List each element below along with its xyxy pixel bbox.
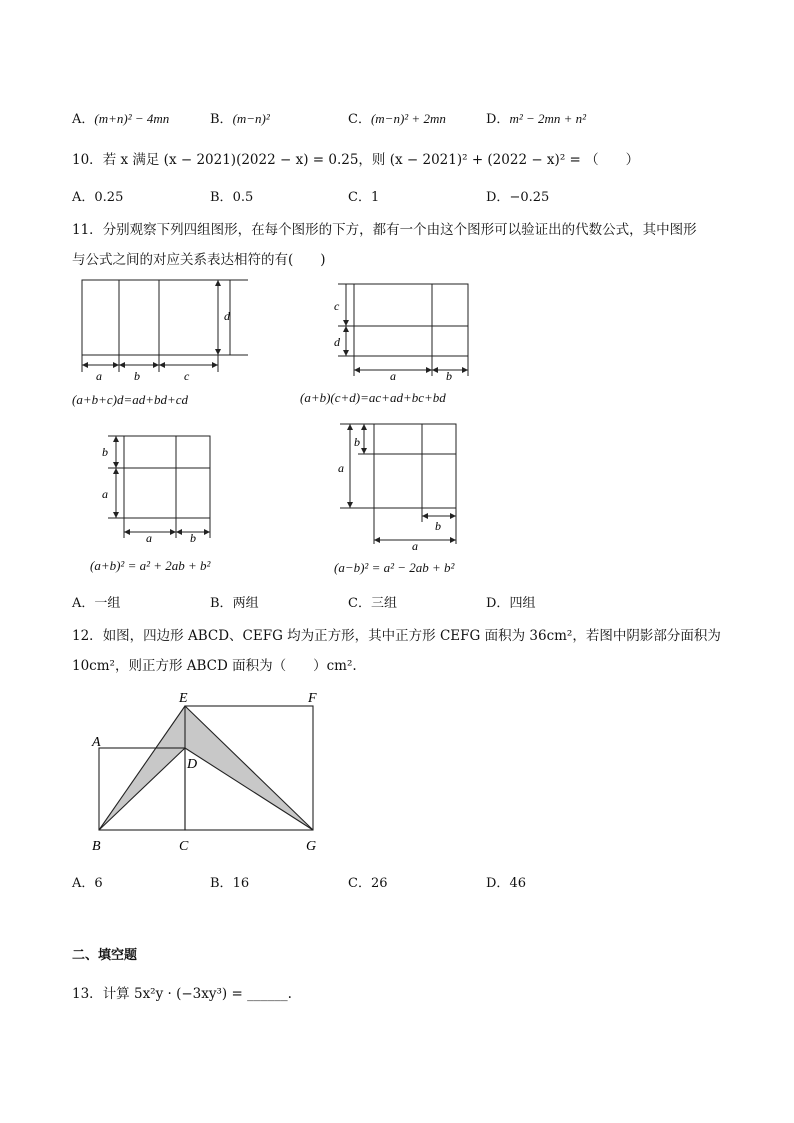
q9-option-c: C．(m−n)² + 2mn	[348, 111, 446, 127]
q9-option-d: D．m² − 2mn + n²	[486, 111, 587, 127]
q11-figure-3	[96, 430, 216, 545]
q11-option-a: A．一组	[72, 596, 121, 611]
fig1-label-d: d	[224, 309, 230, 323]
point-label-a: A	[92, 735, 101, 750]
q12-figure	[86, 688, 336, 858]
fig4-label-b-left: b	[354, 435, 360, 449]
point-label-b: B	[92, 839, 101, 854]
point-label-d: D	[187, 757, 198, 772]
q11-figure-2-caption: (a+b)(c+d)=ac+ad+bc+bd	[300, 390, 446, 405]
q11-figure-4-caption: (a−b)² = a² − 2ab + b²	[334, 560, 455, 575]
q11-option-d: D．四组	[486, 596, 536, 611]
fig3-label-b-left: b	[102, 445, 108, 459]
fig2-label-c: c	[334, 299, 340, 313]
q11-option-b: B．两组	[210, 596, 259, 611]
fig1-label-b: b	[134, 369, 140, 382]
fig2-label-b: b	[446, 369, 452, 383]
fig4-label-a-left: a	[338, 461, 344, 475]
fig4-label-b-bottom: b	[435, 519, 441, 533]
section-title-fill-in: 二、填空题	[72, 948, 138, 963]
q12-stem-line2: 10cm²，则正方形 ABCD 面积为（ ）cm².	[72, 658, 357, 674]
q10-option-a: A．0.25	[72, 190, 124, 205]
q10-option-c: C．1	[348, 190, 380, 205]
q11-figure-2	[328, 280, 478, 385]
q10-stem: 10．若 x 满足 (x − 2021)(2022 − x) = 0.25，则 (x − 2021)² + (2022 − x)² = （ ）	[72, 152, 640, 168]
q12-option-c: C．26	[348, 876, 388, 891]
fig3-label-b-bottom: b	[190, 531, 196, 545]
fig3-label-a-bottom: a	[146, 531, 152, 545]
q12-stem-line1: 12．如图，四边形 ABCD、CEFG 均为正方形，其中正方形 CEFG 面积为 36cm²，若图中阴影部分面积为	[72, 628, 721, 644]
q11-figure-4	[334, 420, 464, 552]
point-label-f: F	[308, 691, 317, 706]
q9-option-b: B．(m−n)²	[210, 111, 270, 127]
q11-stem-line1: 11．分别观察下列四组图形，在每个图形的下方，都有一个由这个图形可以验证出的代数公式，其中图形	[72, 222, 697, 238]
q9-option-a: A．(m+n)² − 4mn	[72, 111, 170, 127]
q11-figure-3-caption: (a+b)² = a² + 2ab + b²	[90, 558, 211, 573]
q11-option-c: C．三组	[348, 596, 397, 611]
q10-option-d: D．−0.25	[486, 190, 550, 205]
fig2-label-a: a	[390, 369, 396, 383]
point-label-e: E	[179, 691, 188, 706]
point-label-g: G	[306, 839, 317, 854]
fig2-label-d: d	[334, 335, 340, 349]
fig1-outer-rect	[82, 280, 230, 355]
q11-stem-line2: 与公式之间的对应关系表达相符的有( )	[72, 252, 326, 268]
fig4-label-a-bottom: a	[412, 539, 418, 552]
point-label-c: C	[179, 839, 189, 854]
q10-option-b: B．0.5	[210, 190, 254, 205]
q12-option-b: B．16	[210, 876, 250, 891]
q12-option-a: A．6	[72, 876, 103, 891]
q13-stem: 13．计算 5x²y · (−3xy³) = ______.	[72, 986, 292, 1002]
q12-option-d: D．46	[486, 876, 526, 891]
fig3-label-a-left: a	[102, 487, 108, 501]
q11-figure-1	[70, 272, 250, 382]
fig1-label-a: a	[96, 369, 102, 382]
fig1-label-c: c	[184, 369, 190, 382]
q11-figure-1-caption: (a+b+c)d=ad+bd+cd	[72, 392, 189, 407]
